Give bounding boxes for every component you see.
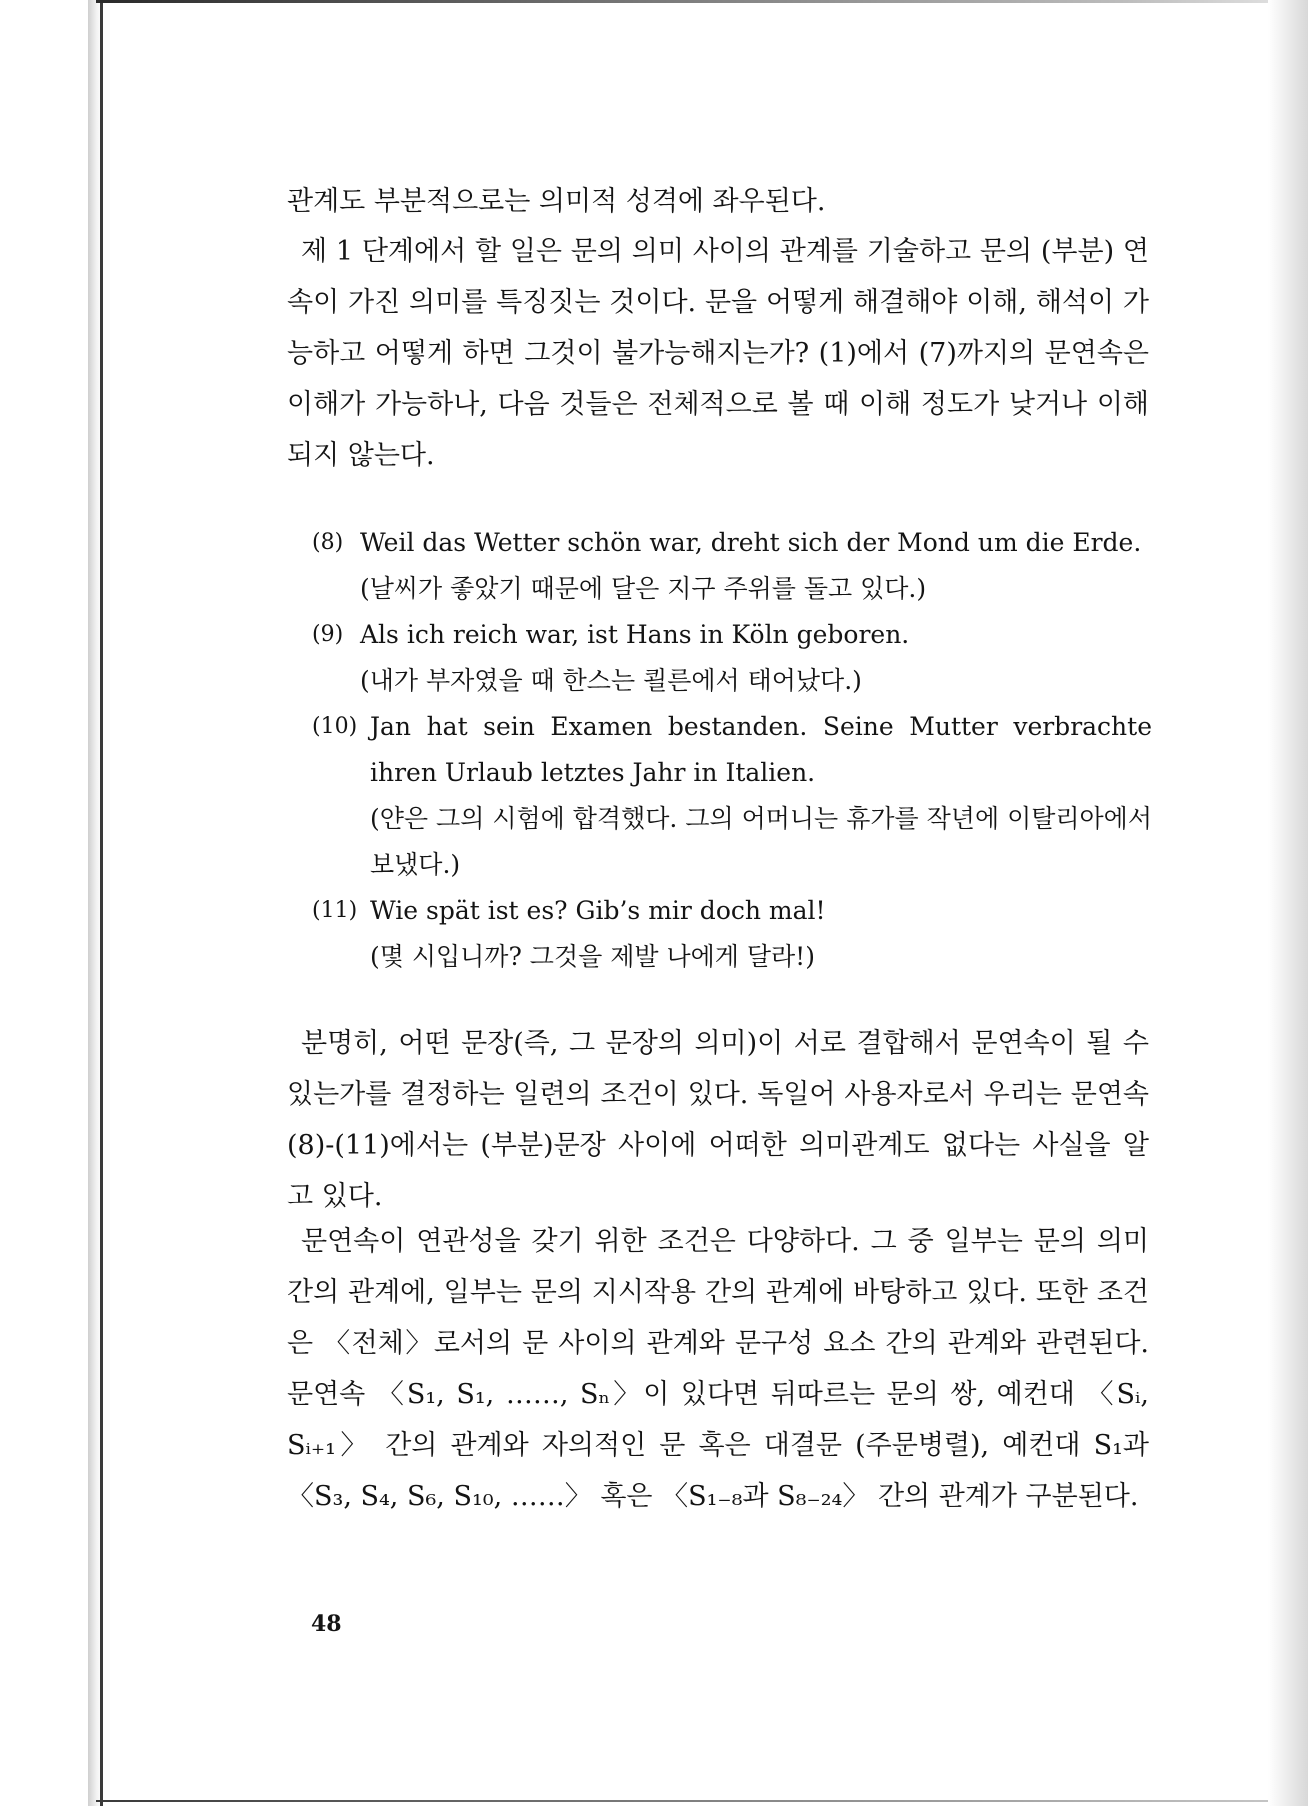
paragraph-2-text: 제 1 단계에서 할 일은 문의 의미 사이의 관계를 기술하고 문의 (부분) 연속이 가진 의미를 특징짓는 것이다. 문을 어떻게 해결해야 이해, 해석이 가능하고 어떻게 하면 그것이 불가능해지는가? (1)에서 (7)까지의 문연속은 이해가 가능하나, 다음 것들은 전체적으로 볼 때 이해 정도가 낮거나 이해되지 않는다. [287, 236, 1149, 471]
page-top-edge [96, 0, 1308, 3]
example-item [312, 520, 1152, 612]
example-body [360, 520, 1152, 612]
book-spine-edge [100, 0, 103, 1806]
example-body [370, 704, 1152, 888]
paragraph-2 [287, 226, 1149, 481]
example-german: Wie spät ist es? Gib’s mir doch mal! [370, 896, 826, 925]
example-body [370, 888, 1152, 980]
paragraph-1: 관계도 부분적으로는 의미적 성격에 좌우된다. [287, 186, 826, 217]
paragraph-4-text: 문연속이 연관성을 갖기 위한 조건은 다양하다. 그 중 일부는 문의 의미 간의 관계에, 일부는 문의 지시작용 간의 관계에 바탕하고 있다. 또한 조건은 〈전체〉로서의 문 사이의 관계와 문구성 요소 간의 관계와 관련된다. 문연속 〈S₁, S₁, ……, Sₙ〉이 있다면 뒤따르는 문의 쌍, 예컨대 〈Sᵢ, Sᵢ₊₁〉 간의 관계와 자의적인 문 혹은 대결문 (주문병렬), 예컨대 S₁과 〈S₃, S₄, S₆, S₁₀, ……〉 혹은 〈S₁₋₈과 S₈₋₂₄〉 간의 관계가 구분된다. [287, 1226, 1149, 1512]
example-body [360, 612, 1152, 704]
paragraph-4 [287, 1216, 1149, 1522]
paragraph-3-text: 분명히, 어떤 문장(즉, 그 문장의 의미)이 서로 결합해서 문연속이 될 수 있는가를 결정하는 일련의 조건이 있다. 독일어 사용자로서 우리는 문연속 (8)-(11)에서는 (부분)문장 사이에 어떠한 의미관계도 없다는 사실을 알고 있다. [287, 1028, 1149, 1212]
example-korean: (얀은 그의 시험에 합격했다. 그의 어머니는 휴가를 작년에 이탈리아에서 보냈다.) [370, 804, 1152, 879]
example-item [312, 704, 1152, 888]
example-number: (8) [312, 530, 344, 555]
example-number: (9) [312, 622, 344, 647]
example-german: Jan hat sein Examen bestanden. Seine Mutter verbrachte ihren Urlaub letztes Jahr in Italien. [370, 712, 1152, 787]
paragraph-3 [287, 1018, 1149, 1222]
example-item [312, 612, 1152, 704]
example-list [312, 520, 1152, 980]
page-right-shadow [1268, 0, 1308, 1806]
example-german: Weil das Wetter schön war, dreht sich der Mond um die Erde. [360, 528, 1142, 557]
example-german: Als ich reich war, ist Hans in Köln geboren. [360, 620, 910, 649]
page-bottom-edge [96, 1800, 1308, 1802]
example-number: (11) [312, 898, 358, 923]
example-korean: (날씨가 좋았기 때문에 달은 지구 주위를 돌고 있다.) [360, 574, 927, 603]
example-item [312, 888, 1152, 980]
example-number: (10) [312, 714, 358, 739]
example-korean: (내가 부자였을 때 한스는 쾰른에서 태어났다.) [360, 666, 862, 695]
page-number: 48 [311, 1611, 342, 1637]
example-korean: (몇 시입니까? 그것을 제발 나에게 달라!) [370, 942, 815, 971]
